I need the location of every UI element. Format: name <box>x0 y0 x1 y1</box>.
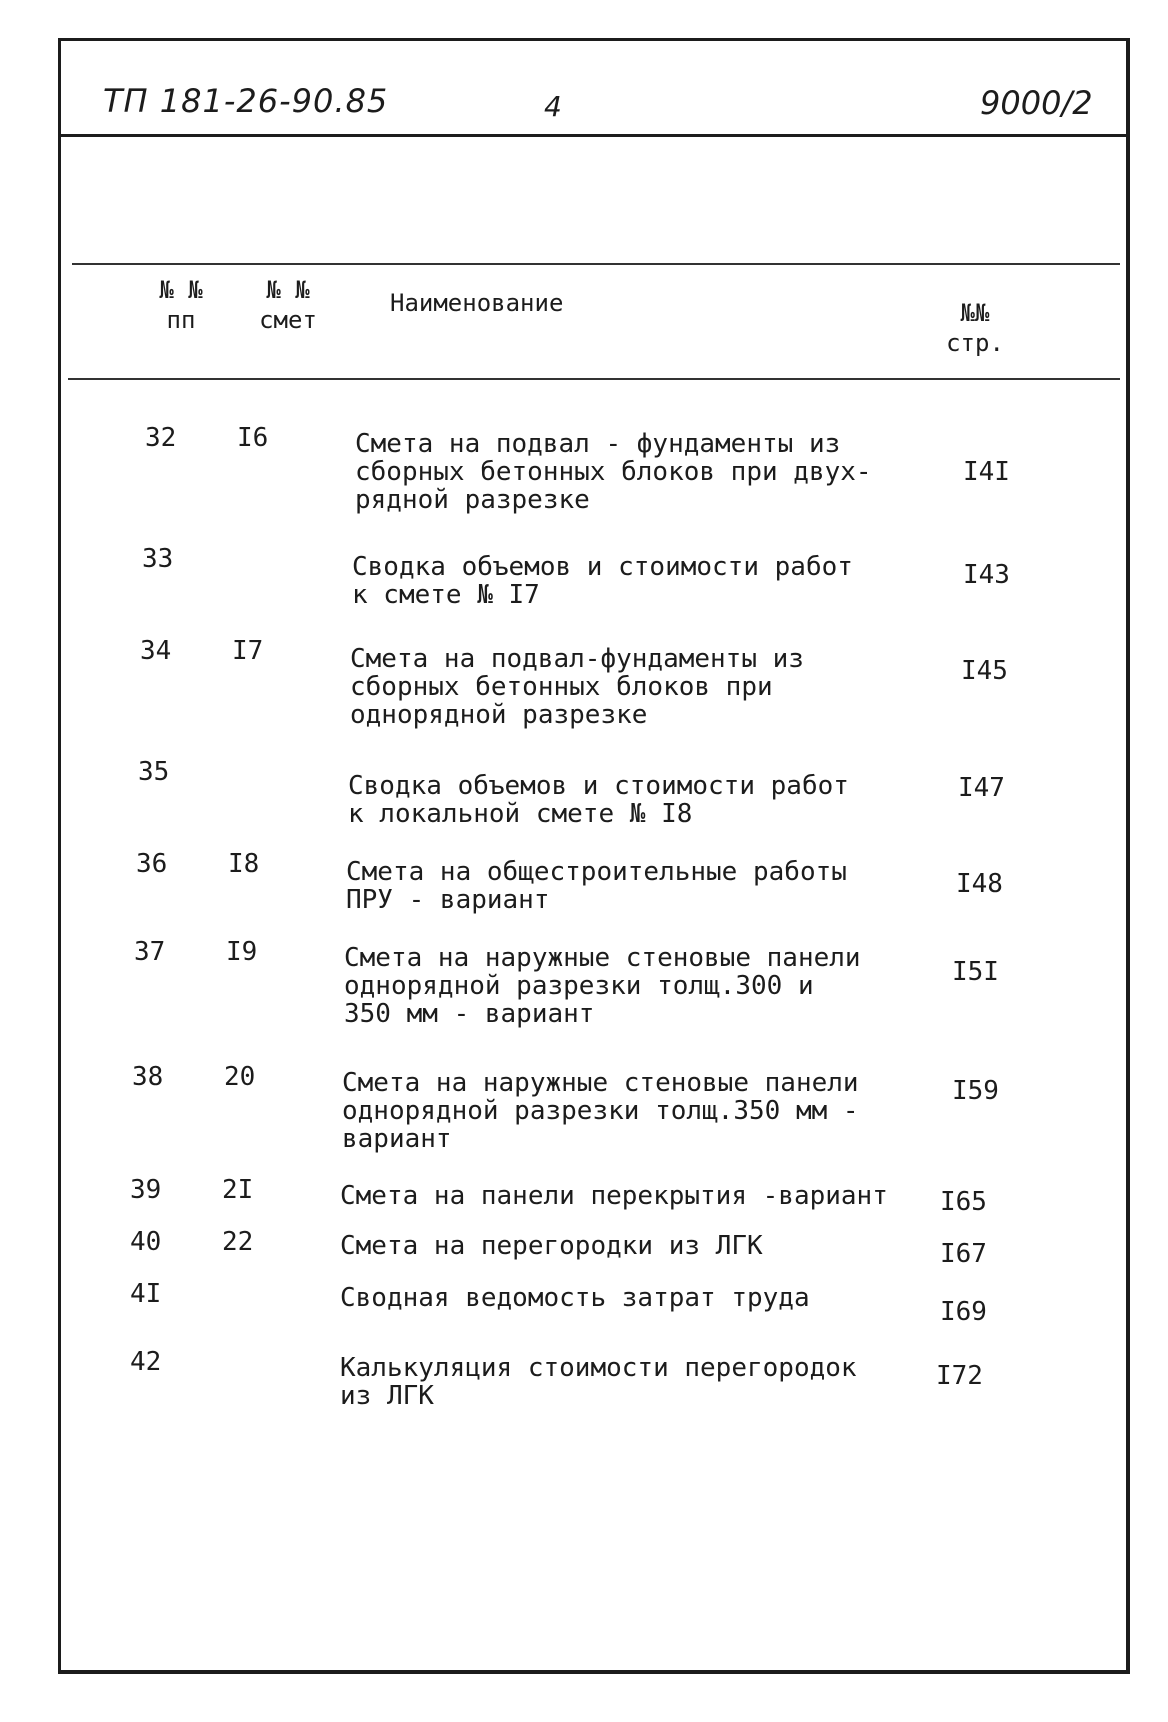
page-number: 4 <box>544 90 562 123</box>
row-page: I4I <box>963 457 1010 487</box>
row-page: I65 <box>940 1187 987 1217</box>
row-name: Калькуляция стоимости перегородок из ЛГК <box>340 1353 857 1411</box>
row-pp: 35 <box>138 757 170 787</box>
row-page: I69 <box>940 1297 987 1327</box>
row-smet: 20 <box>224 1062 256 1092</box>
row-smet: I7 <box>232 636 264 666</box>
row-name: Сводка объемов и стоимости работ к локальной смете № I8 <box>348 771 849 829</box>
row-name: Смета на панели перекрытия -вариант <box>340 1181 888 1211</box>
row-page: I72 <box>936 1361 983 1391</box>
row-name: Сводная ведомость затрат труда <box>340 1283 810 1313</box>
row-page: I45 <box>961 656 1008 686</box>
row-smet: I9 <box>226 937 258 967</box>
row-pp: 34 <box>140 636 172 666</box>
table-top-rule <box>72 263 1120 265</box>
column-header-pp: № № пп <box>159 276 203 334</box>
row-name: Смета на перегородки из ЛГК <box>340 1231 763 1261</box>
column-header-page: №№ стр. <box>946 299 1004 357</box>
table-header-rule <box>68 378 1120 380</box>
column-header-smet: № № смет <box>259 276 317 334</box>
row-smet: 22 <box>222 1227 254 1257</box>
row-name: Сводка объемов и стоимости работ к смете № I7 <box>352 552 853 610</box>
row-page: I48 <box>956 869 1003 899</box>
sheet-number: 9000/2 <box>980 84 1093 122</box>
row-name: Смета на наружные стеновые панели однорядной разрезки толщ.300 и 350 мм - вариант <box>344 943 861 1029</box>
row-name: Смета на подвал - фундаменты из сборных бетонных блоков при двух- рядной разрезке <box>355 429 872 515</box>
row-page: I67 <box>940 1239 987 1269</box>
row-name: Смета на подвал-фундаменты из сборных бетонных блоков при однорядной разрезке <box>350 644 804 730</box>
row-pp: 39 <box>130 1175 162 1205</box>
row-smet: I6 <box>237 423 269 453</box>
row-pp: 42 <box>130 1347 162 1377</box>
row-smet: 2I <box>222 1175 254 1205</box>
row-name: Смета на общестроительные работы ПРУ - вариант <box>346 857 847 915</box>
row-smet: I8 <box>228 849 260 879</box>
row-pp: 33 <box>142 544 174 574</box>
page-frame <box>58 38 1130 1674</box>
row-pp: 38 <box>132 1062 164 1092</box>
row-page: I43 <box>963 560 1010 590</box>
row-pp: 32 <box>145 423 177 453</box>
row-pp: 4I <box>130 1279 162 1309</box>
row-name: Смета на наружные стеновые панели однорядной разрезки толщ.350 мм - вариант <box>342 1068 859 1154</box>
column-header-name: Наименование <box>390 289 564 317</box>
document-code: ТП 181-26-90.85 <box>103 82 389 120</box>
row-page: I5I <box>952 957 999 987</box>
row-pp: 40 <box>130 1227 162 1257</box>
row-page: I59 <box>952 1076 999 1106</box>
row-pp: 36 <box>136 849 168 879</box>
row-pp: 37 <box>134 937 166 967</box>
header-divider <box>58 134 1130 137</box>
row-page: I47 <box>958 773 1005 803</box>
